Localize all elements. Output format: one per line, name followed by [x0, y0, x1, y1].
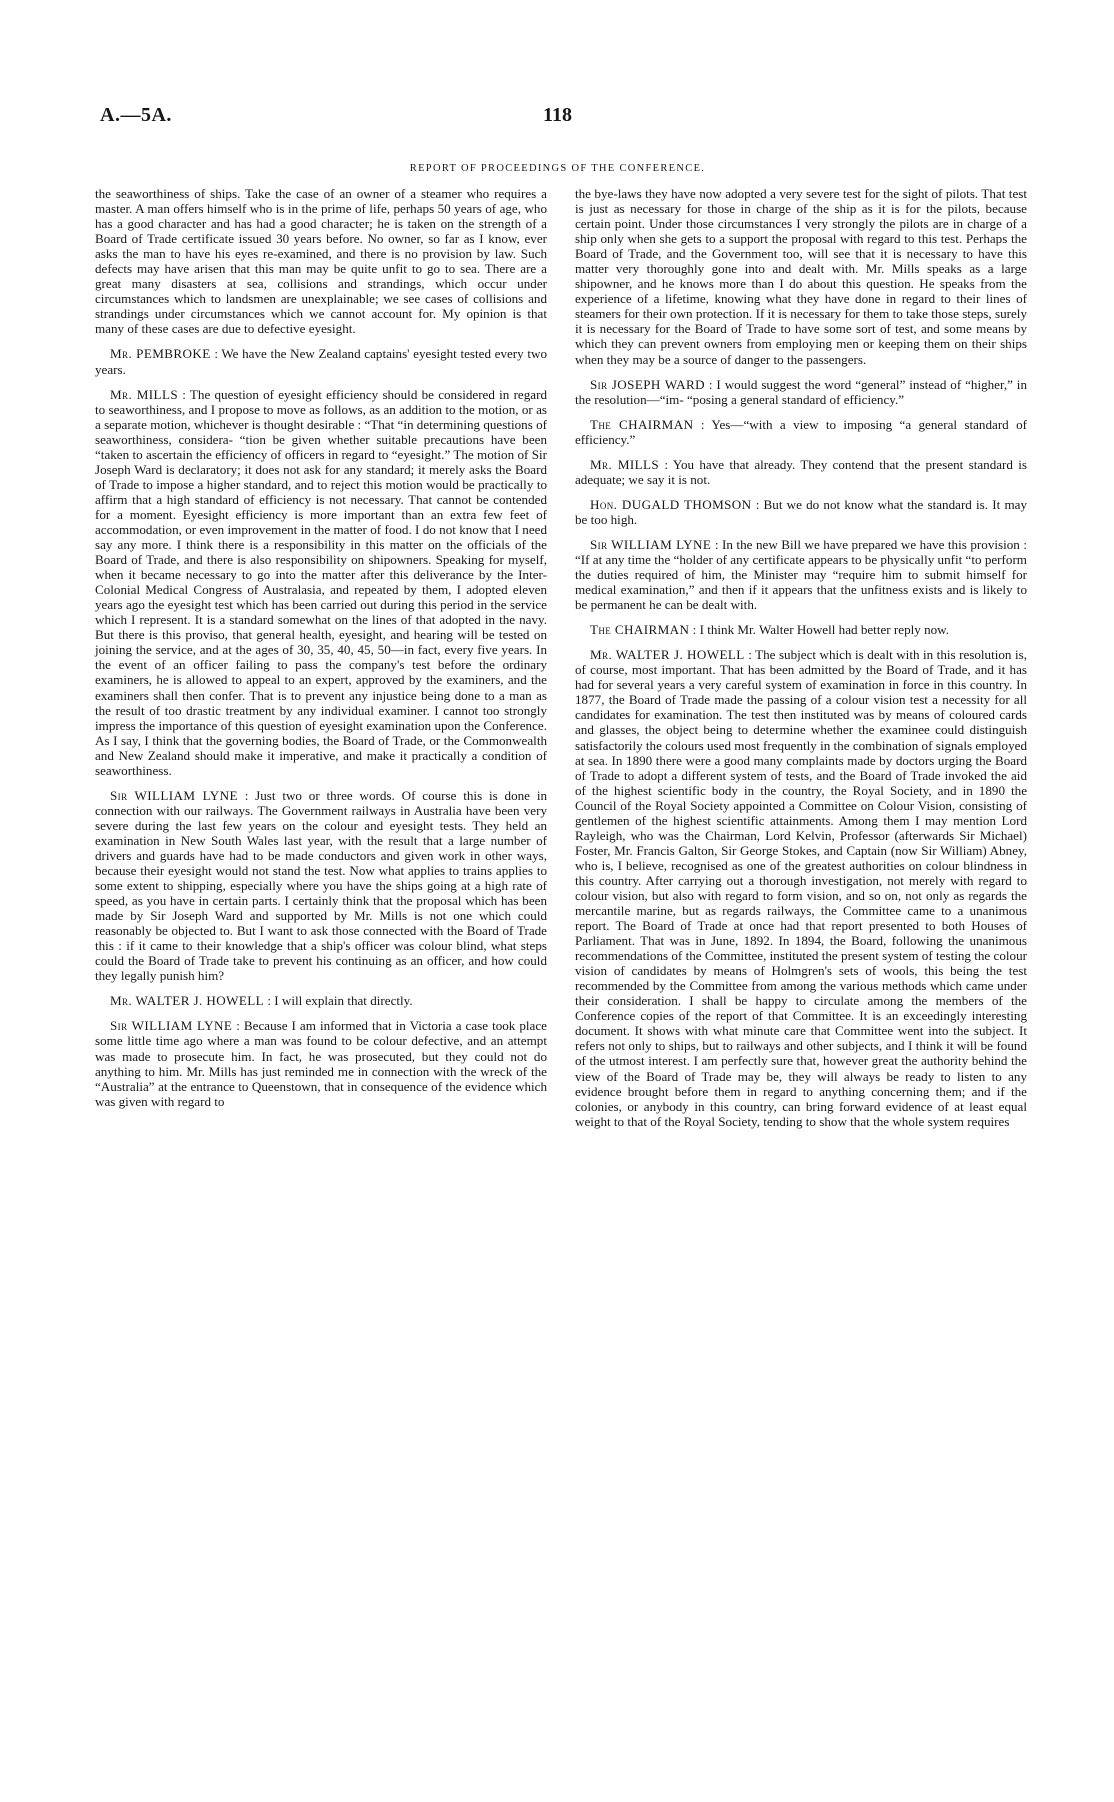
speaker-name: Sir JOSEPH WARD: [590, 376, 705, 392]
paragraph-text: : I will explain that directly.: [267, 993, 413, 1009]
paragraph: [95, 186, 547, 336]
speaker-name: The CHAIRMAN: [590, 622, 690, 638]
speaker-name: Mr. PEMBROKE: [110, 346, 211, 362]
paragraph: [95, 993, 547, 1008]
paragraph: [575, 537, 1027, 612]
document-code: A.—5A.: [100, 104, 172, 126]
paragraph-text: : The question of eyesight efficiency should be considered in regard to seaworthiness, and I propose to move as follows, as an addition to the motion, or as a separate motion, whichever is thought desirable : “That “in determining questions of seaworthiness, considera- “tion be given whether suitable precautions have been “taken to ascertain the efficiency of officers in regard to “eyesight.” The motion of Sir Joseph Ward is declaratory; it does not ask for any standard; it merely asks the Board of Trade to impose a higher standard, and to reject this motion would be practically to affirm that a high standard of efficiency is not necessary. That cannot be contended for a moment. Eyesight efficiency is more important than an extra few feet of accommodation, or even improvement in the matter of food. I do not know that I need say any more. I think there is a responsibility in this matter on the officials of the Board of Trade, and there is also responsibility on shipowners. Speaking for myself, when it became necessary to go into the matter after this deliverance by the Inter-Colonial Medical Congress of Australasia, and repeated by them, I adopted eleven years ago the eyesight test which has been carried out during this period in the service which I represent. It is a standard somewhat on the lines of that adopted in the navy. But there is this proviso, that general health, eyesight, and hearing will be tested on joining the service, and at the ages of 30, 35, 40, 45, 50—in fact, every five years. In the event of an officer failing to pass the company's test before the ordinary examiners, he is allowed to appeal to an expert, approved by the examiners, and the examiners shall then confer. That is to prevent any injustice being done to a man as the result of too drastic treatment by any individual examiner. I cannot too strongly impress the importance of this question of eyesight examination upon the Conference. As I say, I think that the governing bodies, the Board of Trade, or the Commonwealth and New Zealand should make it imperative, and make it practically a condition of seaworthiness.: [95, 386, 548, 778]
paragraph-text: : We have the New Zealand captains' eyesight tested every two years.: [95, 346, 547, 377]
paragraph-text: : Because I am informed that in Victoria a case took place some little time ago where a man was found to be colour defective, and an attempt was made to prosecute him. In fact, he was prosecuted, but they could not do anything to him. Mr. Mills has just reminded me in connection with the wreck of the “Australia” at the entrance to Queenstown, that in consequence of the evidence which was given with regard to: [95, 1018, 547, 1109]
paragraph-text: : But we do not know what the standard is. It may be too high.: [575, 496, 1027, 527]
paragraph: [95, 387, 547, 778]
paragraph-text: : You have that already. They contend that the present standard is adequate; we say it is not.: [575, 456, 1027, 487]
speaker-name: Sir WILLIAM LYNE: [590, 536, 712, 552]
paragraph-text: : Yes—“with a view to imposing “a general standard of efficiency.”: [575, 416, 1027, 447]
speaker-name: Sir WILLIAM LYNE: [110, 1018, 233, 1034]
page-header: [100, 104, 1015, 134]
paragraph: [95, 788, 547, 984]
speaker-name: Sir WILLIAM LYNE: [110, 787, 238, 803]
paragraph: [95, 346, 547, 376]
paragraph: [95, 1018, 547, 1108]
paragraph-text: : I think Mr. Walter Howell had better reply now.: [692, 622, 950, 638]
speaker-name: The CHAIRMAN: [590, 416, 694, 432]
speaker-name: Mr. MILLS: [590, 456, 660, 472]
paragraph-text: : Just two or three words. Of course this is done in connection with our railways. The Government railways in Australia have been very severe during the last few years on the colour and eyesight tests. They held an examination in New South Wales last year, with the result that a large number of drivers and guards have had to be made conductors and given work in other ways, because their eyesight would not stand the test. Now what applies to trains applies to some extent to shipping, especially where you have the ships going at a high rate of speed, as you have in certain parts. I certainly think that the proposal which has been made by Sir Joseph Ward and supported by Mr. Mills is not one which could reasonably be objected to. But I want to ask those connected with the Board of Trade this : if it came to their knowledge that a ship's officer was colour blind, what steps could the Board of Trade take to prevent his continuing as an officer, and how could they legally punish him?: [95, 787, 547, 984]
speaker-name: Mr. WALTER J. HOWELL: [590, 647, 745, 663]
paragraph: [575, 417, 1027, 447]
speaker-name: Hon. DUGALD THOMSON: [590, 496, 752, 512]
paragraph-text: the seaworthiness of ships. Take the case of an owner of a steamer who requires a master. A man offers himself who is in the prime of life, perhaps 50 years of age, who has a good character and has had a good character; he is taken on the strength of a Board of Trade certificate issued 30 years before. No owner, so far as I know, ever asks the man to have his eyes re-examined, and there is no provision by law. Such defects may have arisen that this man may be quite unfit to go to sea. There are a great many disasters at sea, collisions and strandings, which occur under circumstances which to landsmen are unexplainable; we see cases of collisions and strandings under circumstances which we cannot account for. My opinion is that many of these cases are due to defective eyesight.: [95, 186, 547, 337]
right-column: [575, 186, 1027, 1129]
paragraph-text: : I would suggest the word “general” instead of “higher,” in the resolution—“im- “posing a general standard of efficiency.”: [575, 376, 1027, 407]
speaker-name: Mr. MILLS: [110, 386, 179, 402]
paragraph: [575, 622, 1027, 637]
running-title: REPORT OF PROCEEDINGS OF THE CONFERENCE.: [409, 163, 706, 174]
paragraph: [575, 377, 1027, 407]
paragraph: [575, 457, 1027, 487]
paragraph-text: the bye-laws they have now adopted a very severe test for the sight of pilots. That test is just as necessary for those in charge of the ship as it is for the pilots, because certain point. Under those circumstances I very strongly the pilots are in charge of a ship only when she gets to a support the proposal with regard to this test. Perhaps the Board of Trade, and the Government too, will see that it is necessary to have this matter very thoroughly gone into and dealt with. Mr. Mills speaks as a large shipowner, and he knows more than I do about this question. He speaks from the experience of a lifetime, knowing what they have done in regard to their lines of steamers for their own protection. If it is necessary for them to take those steps, surely it is necessary for the Board of Trade to have some sort of test, and some means by which they can prevent owners from employing men or keeping them on their ships when they may be a source of danger to the passengers.: [575, 186, 1027, 367]
paragraph: [575, 647, 1027, 1129]
left-column: [95, 186, 547, 1109]
paragraph-text: : In the new Bill we have prepared we have this provision : “If at any time the “holder of any certificate appears to be physically unfit “to perform the duties required of him, the Minister may “require him to submit himself for medical examination,” and then if it appears that the unfitness exists and is likely to be permanent he can be dealt with.: [575, 536, 1027, 613]
paragraph: [575, 497, 1027, 527]
paragraph: [575, 186, 1027, 367]
page-number: 118: [543, 104, 572, 126]
speaker-name: Mr. WALTER J. HOWELL: [110, 993, 265, 1009]
paragraph-text: : The subject which is dealt with in this resolution is, of course, most important. That has been admitted by the Board of Trade, and it has had for several years a very careful system of examination in force in this country. In 1877, the Board of Trade made the passing of a colour vision test a necessity for all candidates for examination. The test then instituted was by means of coloured cards and glasses, the object being to determine whether the examinee could distinguish satisfactorily the colours used most frequently in the combination of signals employed at sea. In 1890 there were a good many complaints made by doctors urging the Board of Trade to adopt a different system of tests, and the Board of Trade invoked the aid of the highest scientific body in the country, the Royal Society, and in 1890 the Council of the Royal Society appointed a Committee on Colour Vision, consisting of gentlemen of the highest scientific attainments. Among them I may mention Lord Rayleigh, who was the Chairman, Lord Kelvin, Professor (afterwards Sir Michael) Foster, Mr. Francis Galton, Sir George Stokes, and Captain (now Sir William) Abney, who is, I believe, recognised as one of the greatest authorities on colour blindness in this country. After carrying out a thorough investigation, not merely with regard to colour vision, but also with regard to form vision, and so on, not only as regards the mercantile marine, but as regards railways, the Committee came to a unanimous report. The Board of Trade at once had that report presented to both Houses of Parliament. That was in June, 1892. In 1894, the Board, following the unanimous recommendations of the Committee, instituted the present system of testing the colour vision of candidates by means of Holmgren's sets of wools, this being the test recommended by the Committee from among the various methods which came under their consideration. I shall be happy to circulate among the members of the Conference copies of the report of that Committee. It is an exceedingly interesting document. It shows with what minute care that Committee went into the subject. It refers not only to ships, but to railways and other subjects, and I think it will be found of the utmost interest. I am perfectly sure that, however great the authority behind the view of the Board of Trade may be, they will always be ready to listen to any evidence brought before them in regard to anything concerning them; and if the colonies, or anybody in this country, can bring forward evidence of at least equal weight to that of the Royal Society, tending to show that the whole system requires: [575, 647, 1028, 1129]
